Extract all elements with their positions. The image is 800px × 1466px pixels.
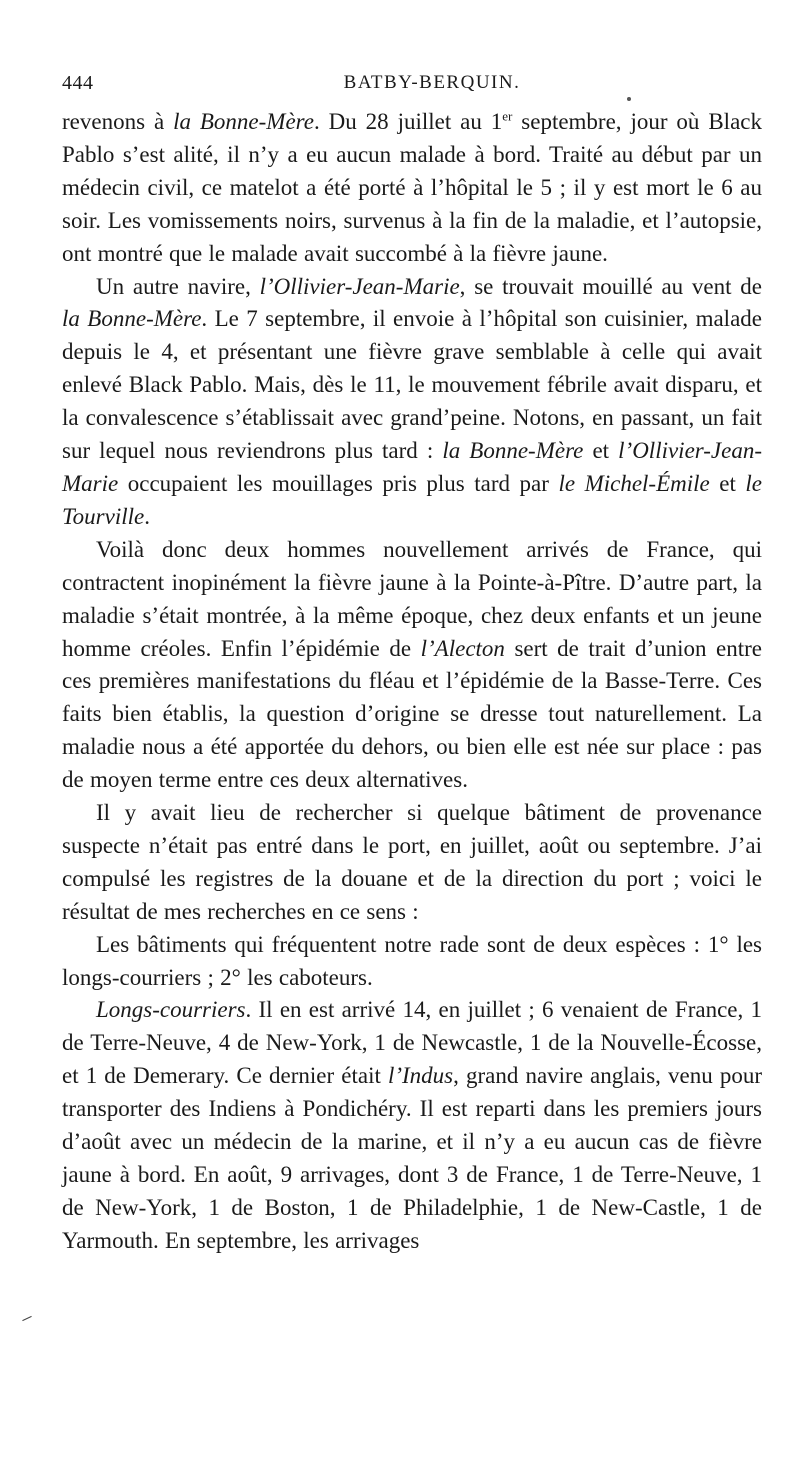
paragraph: Un autre navire, l’Ollivier-Jean-Marie, se trouvait mouillé au vent de la Bonne-Mère. Le 7 septembre, il envoie à l’hôpital son cuisinier, malade depuis le 4, et présentant une fièvre grave semblable à celle qui avait enlevé Black Pablo. Mais, dès le 11, le mouvement fébrile avait disparu, et la convalescence s’établissait avec grand’peine. Notons, en passant, un fait sur lequel nous reviendrons plus tard : la Bonne-Mère et l’Ollivier-Jean-Marie occupaient les mouillages pris plus tard par le Michel-Émile et le Tourville. — [62, 273, 763, 529]
paragraph: Voilà donc deux hommes nouvellement arrivés de France, qui contractent inopinément la fièvre jaune à la Pointe-à-Pître. D’autre part, la maladie s’était montrée, à la même époque, chez deux enfants et un jeune homme créoles. Enfin l’épidémie de l’Alecton sert de trait d’union entre ces premières manifestations du fléau et l’épidémie de la Basse-Terre. Ces faits bien établis, la question d’origine se dresse tout naturellement. La maladie nous a été apportée du dehors, ou bien elle est née sur place : pas de moyen terme entre ces deux alternatives. — [62, 536, 762, 793]
italic-title: le Michel-Émile — [558, 470, 710, 496]
italic-title: le Tourville — [62, 470, 763, 529]
running-title: BATBY-BERQUIN. — [343, 72, 521, 93]
italic-title: l’Alecton — [420, 635, 505, 661]
body-text — [62, 106, 762, 1258]
page-header — [62, 72, 762, 102]
paragraph: revenons à la Bonne-Mère. Du 28 juillet au 1er septembre, jour où Black Pablo s’est alité, il n’y a eu aucun malade à bord. Traité au début par un médecin civil, ce matelot a été porté à l’hôpital le 5 ; il y est mort le 6 au soir. Les vomissements noirs, survenus à la fin de la maladie, et l’autopsie, ont montré que le malade avait succombé à la fièvre jaune. — [62, 108, 762, 266]
italic-title: l’Ollivier-Jean-Marie — [259, 273, 460, 299]
ink-speck — [627, 97, 631, 101]
italic-title: l’Ollivier-Jean-Marie — [62, 438, 763, 496]
margin-mark — [22, 1316, 31, 1321]
superscript: er — [502, 108, 513, 124]
italic-title: la Bonne-Mère — [173, 109, 314, 134]
italic-title: l’Indus — [387, 1063, 454, 1089]
page-number: 444 — [62, 72, 94, 94]
italic-title: Longs-courriers — [96, 997, 246, 1023]
paragraph: Il y avait lieu de rechercher si quelque bâtiment de provenance suspecte n’était pas entré dans le port, en juillet, août ou septembre. J’ai compulsé les registres de la douane et de la direction du port ; voici le résultat de mes recherches en ce sens : — [62, 800, 762, 924]
paragraph: Les bâtiments qui fréquentent notre rade sont de deux espèces : 1° les longs-courriers ; 2° les caboteurs. — [62, 931, 762, 990]
italic-title: la Bonne-Mère — [442, 438, 584, 464]
italic-title: la Bonne-Mère — [62, 306, 202, 332]
paragraph: Longs-courriers. Il en est arrivé 14, en juillet ; 6 venaient de France, 1 de Terre-Neuve, 4 de New-York, 1 de Newcastle, 1 de la Nouvelle-Écosse, et 1 de Demerary. Ce dernier était l’Indus, grand navire anglais, venu pour transporter des Indiens à Pondichéry. Il est reparti dans les premiers jours d’août avec un médecin de la marine, et il n’y a eu aucun cas de fièvre jaune à bord. En août, 9 arrivages, dont 3 de France, 1 de Terre-Neuve, 1 de New-York, 1 de Boston, 1 de Philadelphie, 1 de New-Castle, 1 de Yarmouth. En septembre, les arrivages — [62, 997, 762, 1253]
